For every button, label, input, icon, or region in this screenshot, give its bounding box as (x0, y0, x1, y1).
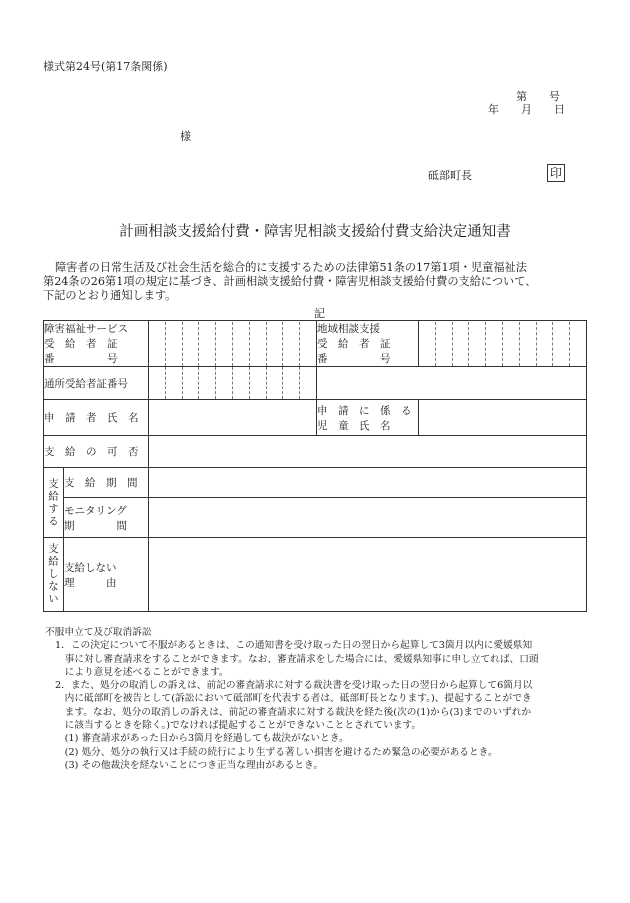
addressee-suffix: 様 (180, 130, 191, 143)
monitoring-period-label (64, 498, 149, 538)
service-cert-label (44, 321, 149, 367)
child-name-label (317, 400, 419, 436)
applicant-name-label: 申 請 者 氏 名 (44, 400, 149, 436)
label-line: 地域相談支援 (317, 323, 380, 335)
label-line: 番 号 (44, 353, 118, 365)
intro-line: 障害者の日常生活及び社会生活を総合的に支援するための法律第51条の17第1項・児童福祉法 (55, 261, 527, 274)
supply-group-text: 支給する (47, 477, 59, 528)
day-care-cert-label: 通所受給者証番号 (44, 367, 149, 400)
label-line: 受 給 者 証 (44, 338, 118, 350)
intro-paragraph (43, 261, 591, 303)
date-label: 年 月 日 (488, 103, 565, 116)
community-cert-number-boxes[interactable] (419, 321, 587, 367)
document-title: 計画相談支援給付費・障害児相談支援給付費支給決定通知書 (119, 224, 511, 240)
child-name-field[interactable] (419, 400, 587, 436)
no-supply-group-text: 支給しない (47, 543, 59, 606)
notes-line: 1．この決定について不服があるときは、この通知書を受け取った日の翌日から起算して3箇月以内に愛媛県知 (55, 640, 533, 652)
document-number-label: 第 号 (516, 90, 560, 103)
intro-line: 下記のとおり通知します。 (43, 289, 177, 302)
service-cert-number-boxes[interactable] (149, 321, 317, 367)
community-cert-label (317, 321, 419, 367)
appeal-notes (45, 626, 585, 772)
supply-period-field[interactable] (149, 468, 587, 498)
approval-label: 支 給 の 可 否 (44, 436, 149, 468)
notes-line: 事に対し審査請求をすることができます。なお、審査請求をした場合には、愛媛県知事に申し立てれば、口頭 (55, 653, 539, 665)
label-line: 理 由 (64, 576, 117, 589)
notes-line: (3) その他裁決を経ないことにつき正当な理由があるとき。 (55, 759, 324, 771)
no-supply-group-label (44, 538, 64, 612)
notes-heading: 不服申立て及び取消訴訟 (45, 627, 152, 638)
decision-table (43, 320, 587, 612)
label-line: モニタリング (64, 504, 127, 517)
supply-group-label (44, 468, 64, 538)
seal-mark: 印 (547, 164, 565, 182)
supply-period-label: 支 給 期 間 (64, 468, 149, 498)
label-line: 障害福祉サービス (44, 323, 128, 335)
notes-line: (1) 審査請求があった日から3箇月を経過しても裁決がないとき。 (55, 733, 349, 745)
day-care-cert-number-boxes[interactable] (149, 367, 317, 400)
notes-line: 2．また、処分の取消しの訴えは、前記の審査請求に対する裁決書を受け取った日の翌日から起算して6箇月以 (55, 680, 533, 692)
applicant-name-field[interactable] (149, 400, 317, 436)
label-line: 受 給 者 証 (317, 338, 391, 350)
day-care-blank (317, 367, 587, 400)
label-line: 申 請 に 係 る (317, 404, 412, 417)
label-line: 支給しない (64, 561, 117, 574)
form-number: 様式第24号(第17条関係) (43, 60, 168, 73)
notes-line: 内に砥部町を被告として(訴訟において砥部町を代表する者は、砥部町長となります。)、提起することができ (55, 693, 532, 705)
notes-line: (2) 処分、処分の執行又は手続の続行により生ずる著しい損害を避けるため緊急の必要があるとき。 (55, 746, 498, 758)
no-supply-reason-label (64, 538, 149, 612)
no-supply-reason-field[interactable] (149, 538, 587, 612)
approval-field[interactable] (149, 436, 587, 468)
notes-line: に該当するときを除く。)でなければ提起することができないこととされています。 (55, 720, 422, 732)
intro-line: 第24条の26第1項の規定に基づき、計画相談支援給付費・障害児相談支援給付費の支給について、 (43, 275, 537, 288)
label-line: 期 間 (64, 519, 127, 532)
issuer-name: 砥部町長 (428, 169, 472, 182)
ki-label: 記 (314, 307, 325, 320)
label-line: 児 童 氏 名 (317, 419, 391, 432)
label-line: 番 号 (317, 353, 391, 365)
notes-line: ます。なお、処分の取消しの訴えは、前記の審査請求に対する裁決を経た後(次の(1)から(3)までのいずれか (55, 706, 532, 718)
notes-line: により意見を述べることができます。 (55, 666, 229, 678)
monitoring-period-field[interactable] (149, 498, 587, 538)
